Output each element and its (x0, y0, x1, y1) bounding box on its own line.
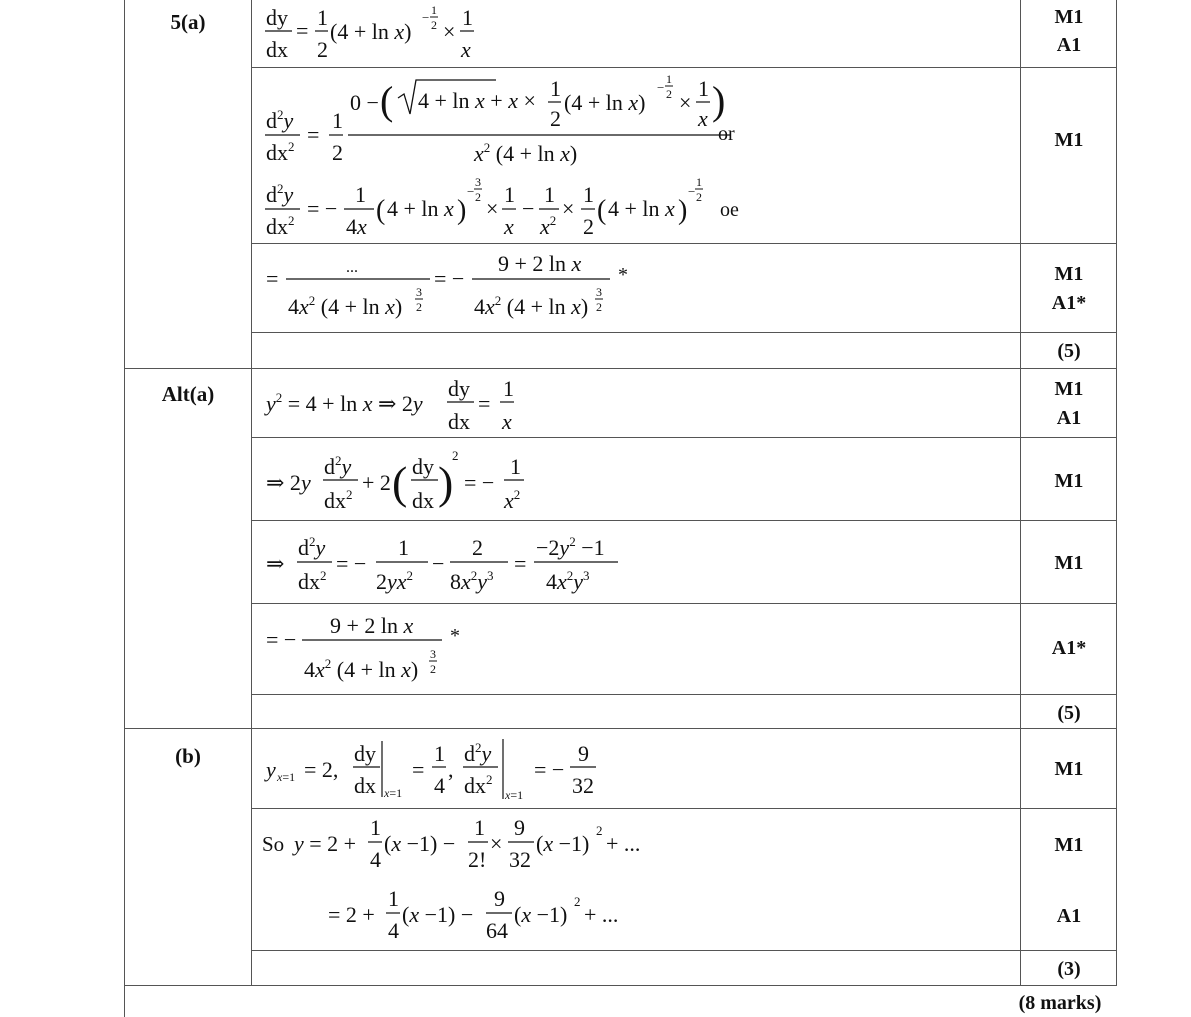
svg-text:(4 + ln x): (4 + ln x) (564, 90, 646, 115)
svg-text:9: 9 (578, 741, 589, 766)
svg-text:1: 1 (431, 3, 437, 17)
svg-text:d2y: $d^2y$ (266, 181, 294, 207)
subtotal: (5) (1057, 702, 1081, 724)
working-b-line-3 (252, 880, 1020, 950)
svg-text:9: 9 (514, 815, 525, 840)
total-marks: (8 marks) (1018, 992, 1102, 1014)
so-label: So (262, 832, 285, 856)
question-label-5a: 5(a) (170, 10, 206, 34)
svg-text:= 2 +: = 2 + (328, 902, 375, 927)
svg-text:1: 1 (388, 886, 399, 911)
svg-text:1: 1 (462, 5, 473, 30)
svg-text:−: − (688, 184, 696, 199)
connector-oe: oe (720, 199, 739, 221)
svg-text:1: 1 (434, 741, 445, 766)
svg-text:(: ( (597, 195, 607, 226)
svg-text:32: 32 (509, 847, 531, 872)
svg-text:3: 3 (430, 647, 436, 661)
working-alt-line-2 (252, 438, 1020, 520)
svg-text:×: × (443, 19, 456, 44)
svg-text:8x2y3: $8x^2y^3$ (450, 568, 494, 594)
svg-text:): ) (457, 195, 467, 226)
svg-text:4x2 (4 + ln x): $4x^2$ (4 + ln x) (304, 656, 419, 682)
svg-text:x: x (461, 37, 471, 62)
mark: A1 (1056, 905, 1082, 927)
svg-text:2: 2 (596, 823, 603, 838)
mark: M1 (1054, 552, 1084, 574)
svg-text:dx: dx (412, 488, 434, 513)
svg-text:9 + 2 ln x: 9 + 2 ln x (498, 251, 582, 276)
svg-text:−: − (467, 184, 475, 199)
svg-text:1: 1 (370, 815, 381, 840)
svg-text:= −: = − (307, 196, 338, 221)
mark: A1 (1056, 407, 1082, 429)
svg-text:(: ( (380, 78, 394, 123)
svg-text:dx: dx (448, 409, 470, 434)
star-mark: * (618, 264, 628, 286)
mark: M1 (1054, 834, 1084, 856)
svg-text:4 + ln x: 4 + ln x (387, 196, 454, 221)
svg-text:(x −1) −: (x −1) − (384, 831, 456, 856)
svg-text:⇒: ⇒ (266, 551, 285, 576)
svg-text:x: x (698, 106, 708, 131)
svg-text:9 + 2 ln x: 9 + 2 ln x (330, 613, 414, 638)
svg-text:d2y: $d^2y$ (464, 740, 492, 766)
svg-text:1: 1 (332, 108, 343, 133)
svg-text:dx2: $dx^2$ (298, 568, 327, 594)
svg-text:1: 1 (503, 376, 514, 401)
svg-text:dx: dx (266, 37, 288, 62)
working-5a-line-2 (252, 68, 1020, 243)
mark: M1 (1054, 6, 1084, 28)
svg-text:64: 64 (486, 918, 508, 943)
svg-text:×: × (490, 831, 503, 856)
mark: M1 (1054, 378, 1084, 400)
svg-text:x2: $x^2$ (504, 487, 521, 513)
svg-text:−2y2 −1: $-2y^2 -1$ (536, 534, 605, 560)
working-b-line-1 (252, 729, 1020, 808)
svg-text:1: 1 (550, 76, 561, 101)
svg-text:= −: = − (464, 470, 495, 495)
working-alt-line-1 (252, 369, 1020, 437)
svg-text:x: x (504, 214, 514, 239)
svg-text:2!: 2! (468, 847, 487, 872)
svg-text:+ ...: + ... (584, 902, 619, 927)
svg-text:2: 2 (452, 448, 459, 463)
svg-text:×: × (486, 196, 499, 221)
svg-text:⇒ 2y: ⇒ 2y (266, 470, 311, 495)
working-5a-line-3 (252, 244, 1020, 332)
svg-text:): ) (438, 457, 454, 508)
svg-text:dx2: $dx^2$ (266, 139, 295, 165)
svg-text:−: − (422, 10, 430, 25)
svg-text:(x −1): (x −1) (514, 902, 568, 927)
subtotal: (5) (1057, 340, 1081, 362)
svg-text:dx2: $dx^2$ (266, 213, 295, 239)
question-label-alt-a: Alt(a) (161, 382, 215, 406)
svg-text:2: 2 (416, 300, 422, 314)
svg-text:2: 2 (475, 190, 481, 204)
svg-text:dy: dy (448, 376, 470, 401)
working-alt-line-3 (252, 521, 1020, 603)
svg-text:= 2,: = 2, (304, 757, 339, 782)
svg-text:1: 1 (583, 182, 594, 207)
svg-text:= −: = − (336, 551, 367, 576)
working-alt-line-4 (252, 604, 1020, 694)
subtotal: (3) (1057, 958, 1081, 980)
grid-line (251, 694, 1117, 695)
svg-text:4 + ln x: 4 + ln x (608, 196, 675, 221)
svg-text:2: 2 (583, 214, 594, 239)
svg-text:4x: 4x (346, 214, 367, 239)
svg-text:2: 2 (332, 140, 343, 165)
svg-text:,: , (448, 757, 454, 782)
svg-text:x2 (4 + ln x): $x^2$ (4 + ln x) (474, 140, 578, 166)
svg-text:x: x (502, 409, 512, 434)
svg-text:1: 1 (398, 535, 409, 560)
svg-text:4x2y3: $4x^2y^3$ (546, 568, 590, 594)
svg-text:2yx2: $2yx^2$ (376, 568, 414, 594)
svg-text:−: − (522, 196, 535, 221)
svg-text:4: 4 (388, 918, 399, 943)
svg-text:(: ( (392, 457, 408, 508)
svg-text:2: 2 (550, 106, 561, 131)
svg-text:x=1: x=1 (277, 770, 296, 784)
svg-text:1: 1 (474, 815, 485, 840)
svg-text:3: 3 (475, 175, 481, 189)
svg-text:=: = (296, 18, 309, 43)
svg-text:): ) (712, 78, 726, 123)
svg-text:=: = (478, 391, 491, 416)
svg-text:d2y: $d^2y$ (266, 107, 294, 133)
svg-text:2: 2 (574, 894, 581, 909)
svg-text:dy: dy (266, 5, 288, 30)
svg-text:=: = (266, 266, 279, 291)
star-mark: * (450, 625, 460, 647)
svg-text:= −: = − (434, 266, 465, 291)
svg-text:2: 2 (472, 535, 483, 560)
svg-text:2: 2 (317, 37, 328, 62)
svg-text:y2 = 4 + ln x ⇒ 2y: $y^2 = 4 + \ln x$ ⇒ 2y (266, 390, 423, 416)
svg-text:): ) (678, 195, 688, 226)
svg-text:d2y: $d^2y$ (298, 534, 326, 560)
grid-line (251, 332, 1117, 333)
svg-text:1: 1 (317, 5, 328, 30)
grid-line (124, 0, 125, 1017)
working-5a-line-1 (252, 0, 1020, 67)
svg-text:+ 2: + 2 (362, 470, 391, 495)
mark: A1* (1051, 292, 1087, 314)
svg-text:+ ...: + ... (606, 831, 641, 856)
connector-or: or (718, 123, 735, 145)
svg-text:1: 1 (510, 454, 521, 479)
svg-text:...: ... (346, 259, 358, 276)
svg-text:dx2: $dx^2$ (464, 772, 493, 798)
svg-text:2: 2 (696, 190, 702, 204)
mark: M1 (1054, 129, 1084, 151)
svg-text:d2y: $d^2y$ (324, 453, 352, 479)
svg-text:= −: = − (266, 627, 297, 652)
svg-text:y: y (266, 757, 276, 782)
svg-text:−: − (657, 80, 665, 95)
svg-text:1: 1 (666, 72, 672, 86)
svg-text:y = 2 +: y = 2 + (294, 831, 357, 856)
mark: A1* (1051, 637, 1087, 659)
mark: M1 (1054, 758, 1084, 780)
svg-text:(4 + ln x): (4 + ln x) (330, 19, 412, 44)
svg-text:3: 3 (596, 285, 602, 299)
svg-text:×: × (679, 90, 692, 115)
svg-text:dx: dx (354, 773, 376, 798)
svg-text:0 −: 0 − (350, 90, 379, 115)
svg-text:2: 2 (430, 662, 436, 676)
svg-text:1: 1 (696, 175, 702, 189)
svg-text:dx2: $dx^2$ (324, 487, 353, 513)
svg-text:x=1: x=1 (384, 786, 403, 800)
svg-text:1: 1 (544, 182, 555, 207)
mark: A1 (1056, 34, 1082, 56)
mark: M1 (1054, 470, 1084, 492)
svg-text:(: ( (376, 195, 386, 226)
svg-text:x=1: x=1 (505, 788, 524, 802)
mark: M1 (1054, 263, 1084, 285)
svg-text:3: 3 (416, 285, 422, 299)
grid-line (124, 985, 1117, 986)
svg-text:1: 1 (355, 182, 366, 207)
svg-text:4: 4 (434, 773, 445, 798)
svg-text:2: 2 (596, 300, 602, 314)
svg-text:4x2 (4 + ln x): $4x^2$ (4 + ln x) (288, 293, 403, 319)
working-b-line-2 (252, 809, 1020, 879)
svg-text:x2: $x^2$ (540, 213, 557, 239)
svg-text:=: = (514, 551, 527, 576)
svg-text:9: 9 (494, 886, 505, 911)
question-label-b: (b) (175, 744, 201, 768)
svg-text:4 + ln x + x ×: 4 + ln x + x × (418, 88, 536, 113)
svg-text:=: = (412, 757, 425, 782)
grid-line (251, 950, 1117, 951)
svg-text:×: × (562, 196, 575, 221)
svg-text:2: 2 (431, 18, 437, 32)
svg-text:1: 1 (504, 182, 515, 207)
svg-text:= −: = − (534, 757, 565, 782)
svg-text:1: 1 (698, 76, 709, 101)
svg-text:4x2 (4 + ln x): $4x^2$ (4 + ln x) (474, 293, 589, 319)
svg-text:dy: dy (354, 741, 376, 766)
svg-text:dy: dy (412, 454, 434, 479)
svg-text:4: 4 (370, 847, 381, 872)
svg-text:(x −1) −: (x −1) − (402, 902, 474, 927)
svg-text:2: 2 (666, 87, 672, 101)
svg-text:=: = (307, 122, 320, 147)
svg-text:32: 32 (572, 773, 594, 798)
svg-text:−: − (432, 551, 445, 576)
svg-text:(x −1): (x −1) (536, 831, 590, 856)
